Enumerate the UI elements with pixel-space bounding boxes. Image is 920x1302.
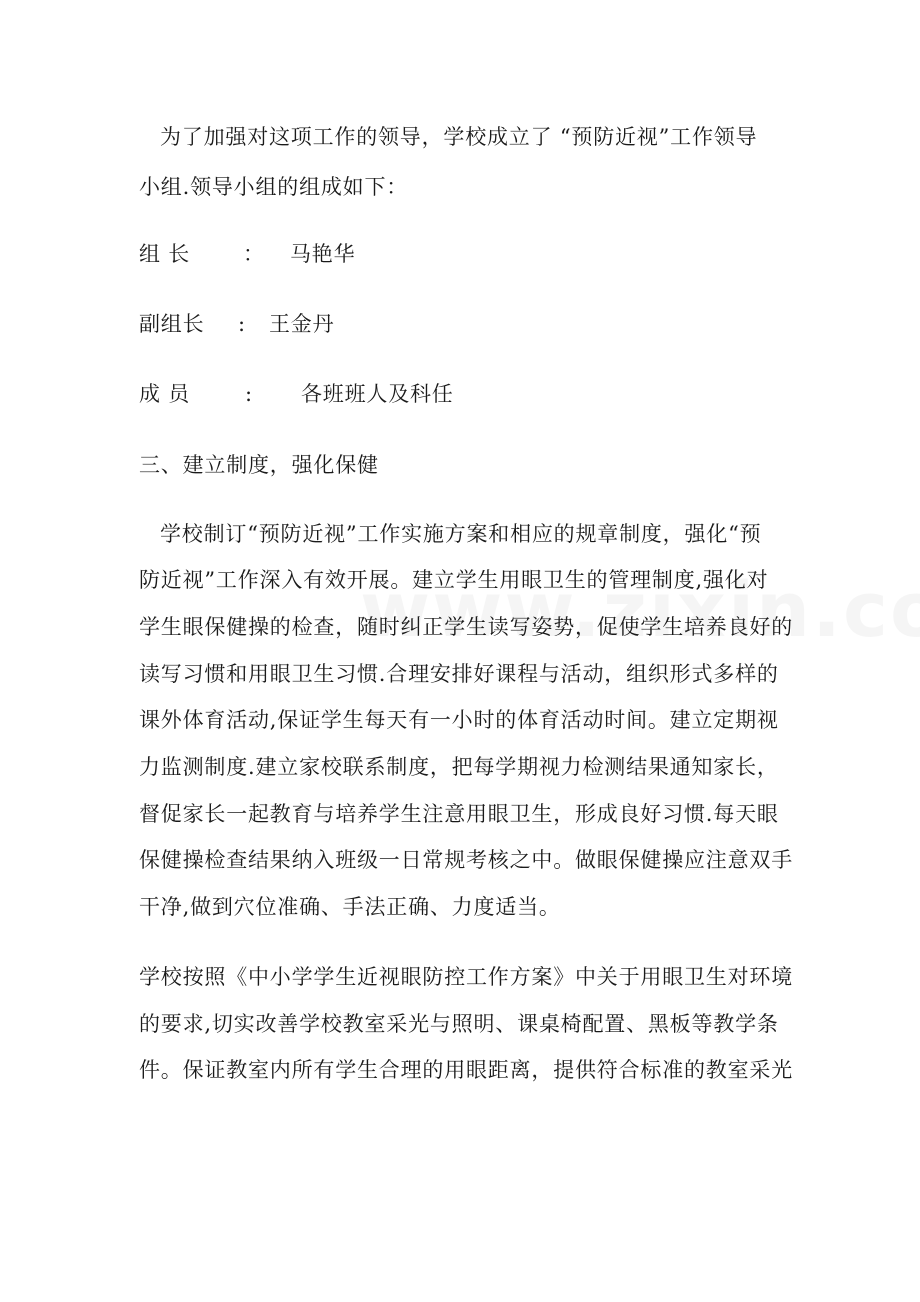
member-label: 组 长 — [139, 242, 191, 266]
member-colon: : — [245, 382, 253, 406]
paragraph-1-line: 课外体育活动,保证学生每天有一小时的体育活动时间。建立定期视 — [139, 708, 779, 732]
paragraph-1-line: 干净,做到穴位准确、手法正确、力度适当。 — [139, 895, 561, 919]
member-row-members — [139, 379, 539, 409]
member-label: 成 员 — [139, 382, 191, 406]
member-row-deputy — [139, 309, 539, 339]
section-heading: 三、建立制度，强化保健 — [139, 453, 379, 477]
member-colon: : — [238, 312, 246, 336]
member-label: 副组长 — [139, 312, 205, 336]
paragraph-1-line: 读写习惯和用眼卫生习惯.合理安排好课程与活动，组织形式多样的 — [139, 662, 779, 686]
paragraph-1-line: 督促家长一起教育与培养学生注意用眼卫生，形成良好习惯.每天眼 — [139, 802, 779, 826]
paragraph-1-line: 力监测制度.建立家校联系制度，把每学期视力检测结果通知家长， — [139, 755, 779, 779]
paragraph-1-line: 保健操检查结果纳入班级一日常规考核之中。做眼保健操应注意双手 — [139, 848, 793, 872]
member-value: 各班班人及科任 — [301, 382, 454, 406]
paragraph-1-line: 学生眼保健操的检查，随时纠正学生读写姿势，促使学生培养良好的 — [139, 615, 793, 639]
paragraph-1-line: 学校制订“预防近视”工作实施方案和相应的规章制度，强化“预 — [160, 522, 762, 546]
paragraph-2-line: 的要求,切实改善学校教室采光与照明、课桌椅配置、黑板等教学条 — [139, 1012, 779, 1036]
intro-line-1: 为了加强对这项工作的领导，学校成立了 “预防近视”工作领导 — [160, 125, 758, 149]
member-value: 王金丹 — [269, 312, 335, 336]
paragraph-1-line: 防近视”工作深入有效开展。建立学生用眼卫生的管理制度,强化对 — [139, 568, 769, 592]
intro-line-2: 小组.领导小组的组成如下： — [139, 175, 409, 199]
member-colon: ： — [243, 242, 265, 266]
member-row-leader — [139, 239, 539, 269]
member-value: 马艳华 — [290, 242, 356, 266]
paragraph-2-line: 件。保证教室内所有学生合理的用眼距离，提供符合标准的教室采光 — [139, 1058, 793, 1082]
paragraph-2-line: 学校按照《中小学学生近视眼防控工作方案》中关于用眼卫生对环境 — [139, 965, 793, 989]
